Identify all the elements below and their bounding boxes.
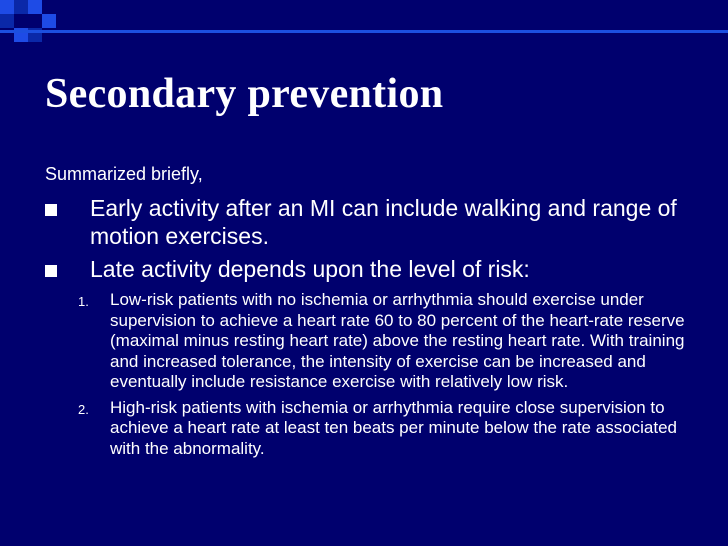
item-number: 1. [78,294,89,309]
decor-square [42,14,56,28]
decor-square [28,0,42,14]
intro-text: Summarized briefly, [45,164,203,184]
item-number: 2. [78,401,89,417]
bullet-item [45,194,695,250]
decor-square [0,14,14,28]
item-text: Low-risk patients with no ischemia or arrhythmia should exercise under supervision to achieve a heart rate 60 to 80 percent of the heart-rate reserve (maximal minus resting heart rate) above the resting heart rate. With training and increased tolerance, the intensity of exercise can be increased and eventually include resistance exercise with relatively low risk. [110,290,685,391]
decor-square [0,0,14,14]
item-text: High-risk patients with ischemia or arrhythmia require close supervision to achieve a heart rate at least ten beats per minute below the rate associated with the abnormality. [110,397,678,458]
bullet-list [45,194,695,288]
bullet-text: Early activity after an MI can include walking and range of motion exercises. [90,195,677,249]
bullet-item [45,255,695,283]
square-bullet-icon [45,265,57,277]
slide-title: Secondary prevention [45,71,444,117]
numbered-item [78,398,698,460]
numbered-list [78,290,698,464]
square-bullet-icon [45,204,57,216]
decor-square [14,0,28,14]
header-rule [0,30,728,33]
numbered-item [78,290,698,393]
bullet-text: Late activity depends upon the level of risk: [90,256,530,282]
